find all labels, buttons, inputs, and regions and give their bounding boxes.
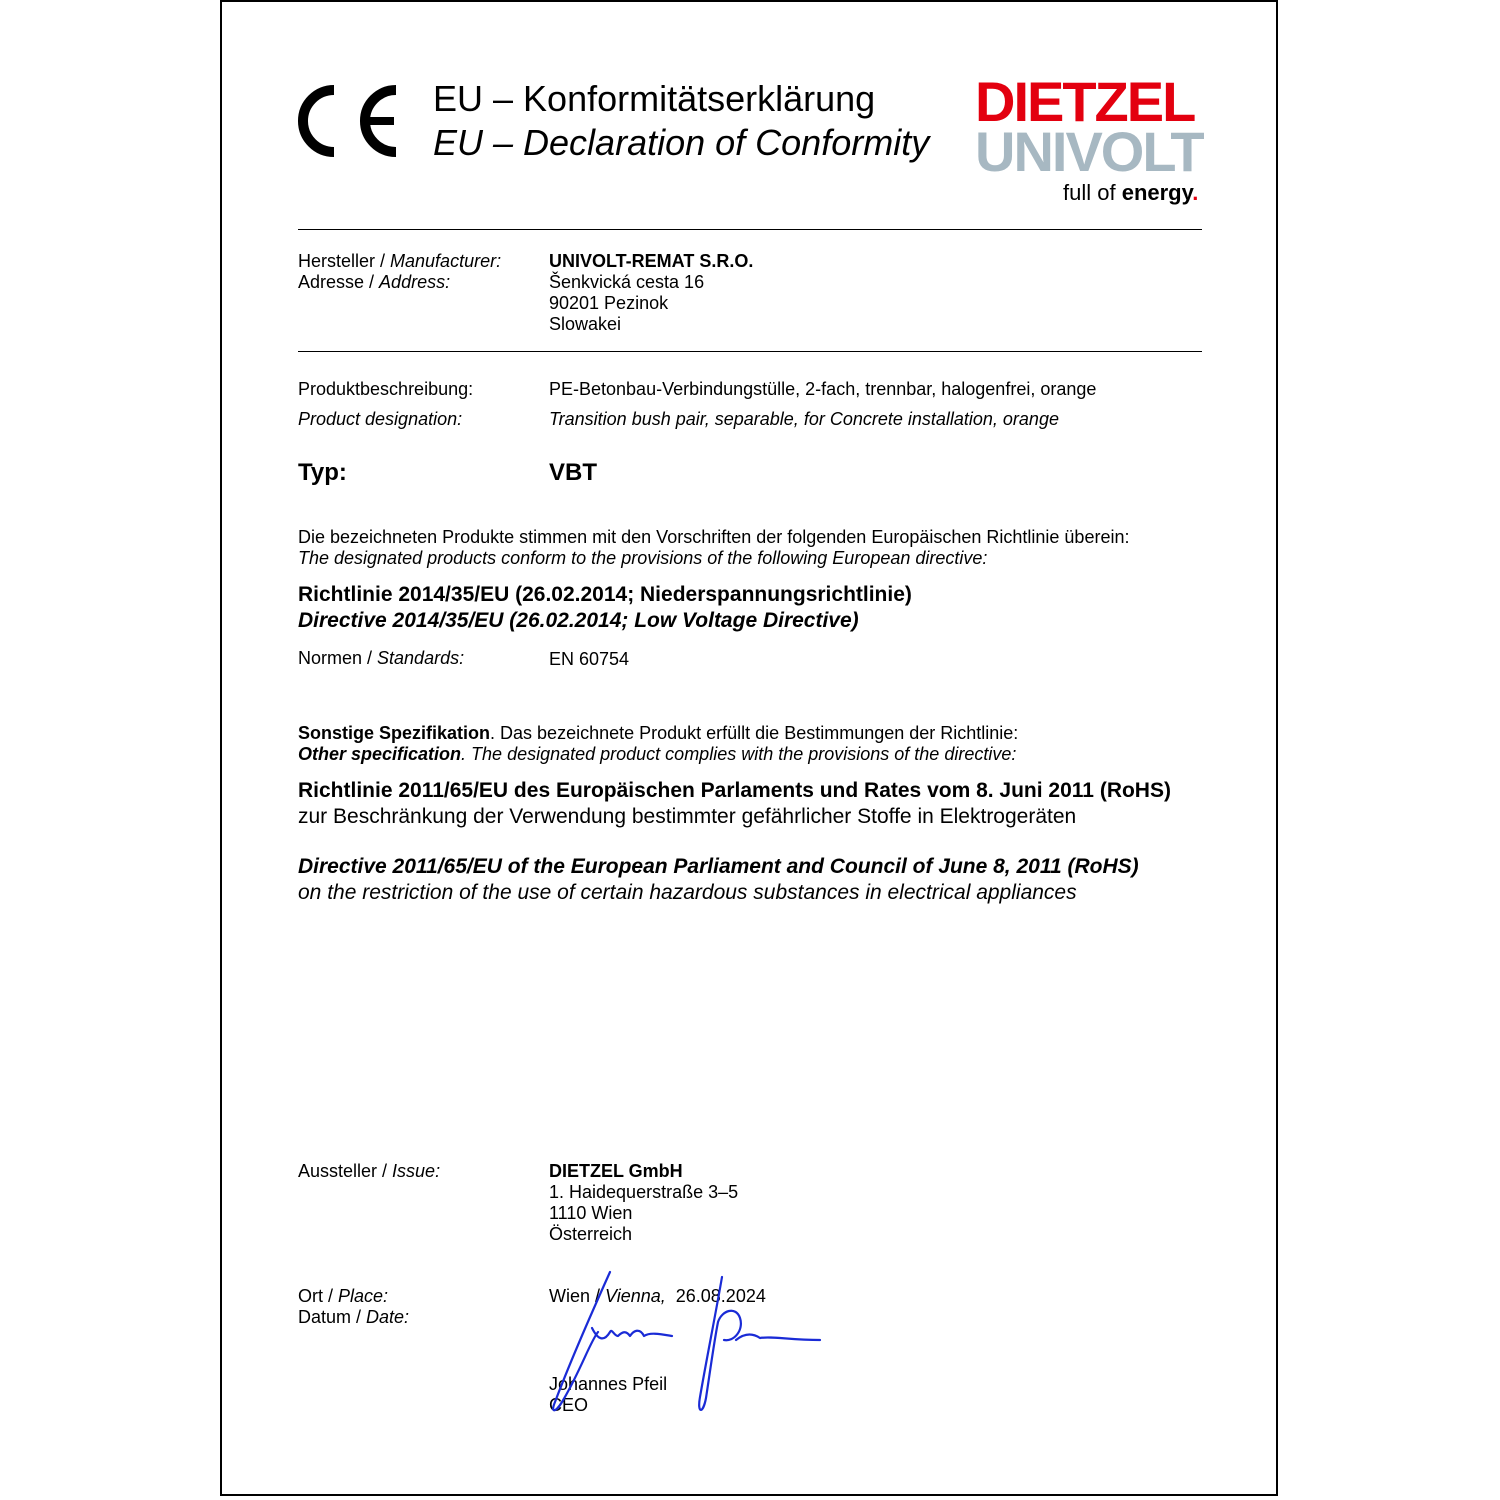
- rohs-text-de: zur Beschränkung der Verwendung bestimmter gefährlicher Stoffe in Elektrogeräten: [298, 805, 1077, 828]
- conformity-intro-en: The designated products conform to the provisions of the following European directive:: [298, 548, 988, 568]
- title-english: EU – Declaration of Conformity: [433, 122, 930, 163]
- address-label: Adresse / Address:: [298, 272, 451, 292]
- signatory-name: Johannes Pfeil: [549, 1374, 668, 1394]
- product-designation: Transition bush pair, separable, for Concrete installation, orange: [549, 409, 1059, 429]
- directive-de: Richtlinie 2014/35/EU (26.02.2014; Niederspannungsrichtlinie): [298, 583, 912, 606]
- rohs-title-en: Directive 2011/65/EU of the European Parliament and Council of June 8, 2011 (RoHS): [298, 855, 1139, 878]
- standards-value: EN 60754: [549, 649, 630, 669]
- place-label: Ort / Place:: [298, 1286, 389, 1306]
- place-date-value: Wien / Vienna, 26.08.2024: [549, 1286, 766, 1306]
- signatory-title: CEO: [549, 1395, 589, 1415]
- rohs-title-de: Richtlinie 2011/65/EU des Europäischen Parlaments und Rates vom 8. Juni 2011 (RoHS): [298, 779, 1171, 802]
- standards-label: Normen / Standards:: [298, 648, 465, 668]
- directive-en: Directive 2014/35/EU (26.02.2014; Low Voltage Directive): [298, 609, 859, 632]
- logo-univolt: UNIVOLT: [975, 120, 1203, 183]
- other-spec-de: Sonstige Spezifikation. Das bezeichnete Produkt erfüllt die Bestimmungen der Richtlinie:: [298, 723, 1019, 743]
- manufacturer-label: Hersteller / Manufacturer:: [298, 251, 502, 271]
- divider: [298, 351, 1202, 352]
- issuer-address: 1. Haidequerstraße 3–5 1110 Wien Österreich: [549, 1182, 739, 1244]
- title-german: EU – Konformitätserklärung: [433, 78, 876, 119]
- signature-icon: [540, 1262, 830, 1422]
- manufacturer-name: UNIVOLT-REMAT S.R.O.: [549, 251, 754, 271]
- logo-slogan: full of energy.: [1063, 180, 1199, 205]
- conformity-intro-de: Die bezeichneten Produkte stimmen mit den Vorschriften der folgenden Europäischen Richtlinie überein:: [298, 527, 1130, 547]
- product-description-label: Produktbeschreibung:: [298, 379, 474, 399]
- type-value: VBT: [549, 459, 597, 486]
- date-label: Datum / Date:: [298, 1307, 410, 1327]
- issuer-label: Aussteller / Issue:: [298, 1161, 441, 1181]
- logo-dietzel: DIETZEL: [975, 70, 1195, 133]
- manufacturer-address: Šenkvická cesta 16 90201 Pezinok Slowakei: [549, 272, 705, 334]
- product-designation-label: Product designation:: [298, 409, 463, 429]
- divider: [298, 229, 1202, 230]
- other-spec-en: Other specification. The designated product complies with the provisions of the directive:: [298, 744, 1017, 764]
- rohs-text-en: on the restriction of the use of certain hazardous substances in electrical appliances: [298, 881, 1077, 904]
- ce-mark-icon: [296, 84, 402, 158]
- type-label: Typ:: [298, 459, 347, 486]
- product-description: PE-Betonbau-Verbindungstülle, 2-fach, trennbar, halogenfrei, orange: [549, 379, 1097, 399]
- issuer-name: DIETZEL GmbH: [549, 1161, 683, 1181]
